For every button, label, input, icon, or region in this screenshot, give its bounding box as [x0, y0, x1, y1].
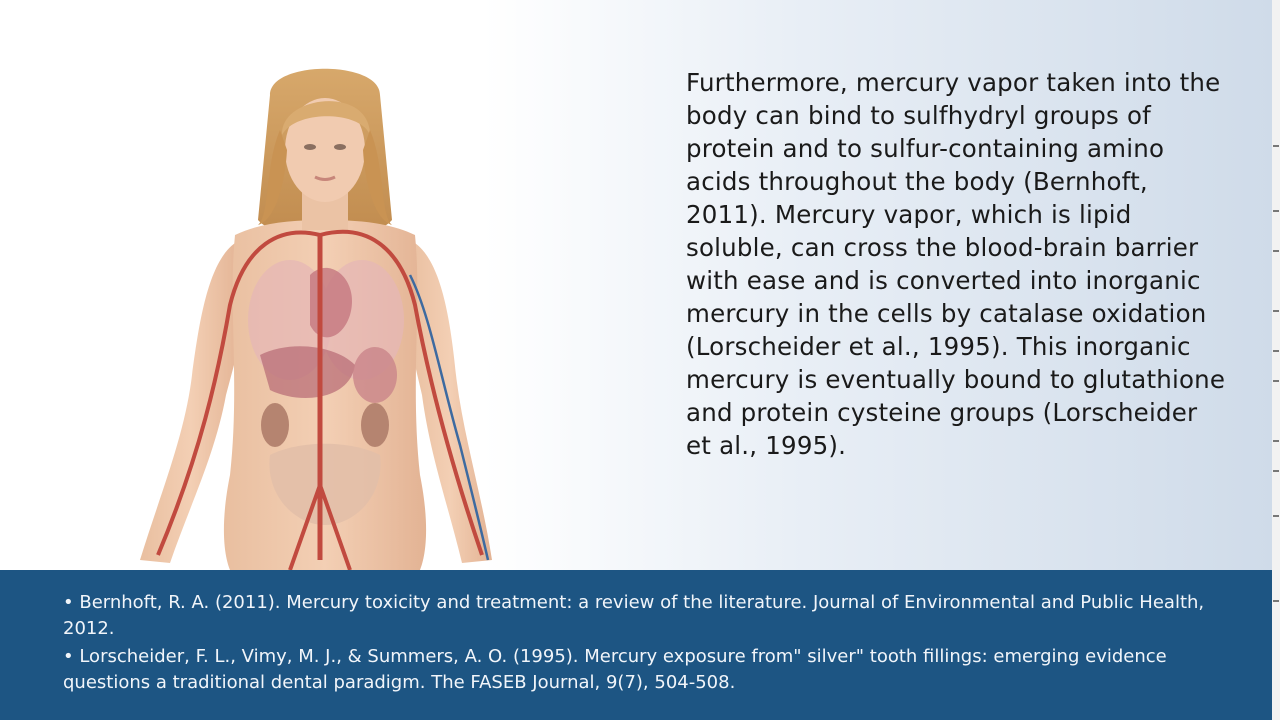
reference-item: • Bernhoft, R. A. (2011). Mercury toxicity and treatment: a review of the literature. Journal of Environmental and Public Health, 2012.	[63, 592, 1205, 639]
slide-paragraph: Furthermore, mercury vapor taken into the body can bind to sulfhydryl groups of protein and to sulfur-containing amino acids throughout the body (Bernhoft, 2011). Mercury vapor, which is lipid soluble, can cross the blood-brain barrier with ease and is converted into inorganic mercury in the cells by catalase oxidation (Lorscheider et al., 1995). This inorganic mercury is eventually bound to glutathione and protein cysteine groups (Lorscheider et al., 1995).	[686, 68, 1226, 460]
anatomy-illustration	[130, 55, 510, 570]
references-list	[63, 590, 1213, 698]
human-anatomy-figure	[130, 55, 510, 570]
reference-item: • Lorscheider, F. L., Vimy, M. J., & Summers, A. O. (1995). Mercury exposure from" silver" tooth fillings: emerging evidence questions a traditional dental paradigm. The FASEB Journal, 9(7), 504-508.	[63, 646, 1167, 693]
references-bar	[0, 570, 1272, 720]
window-edge	[1272, 0, 1280, 720]
